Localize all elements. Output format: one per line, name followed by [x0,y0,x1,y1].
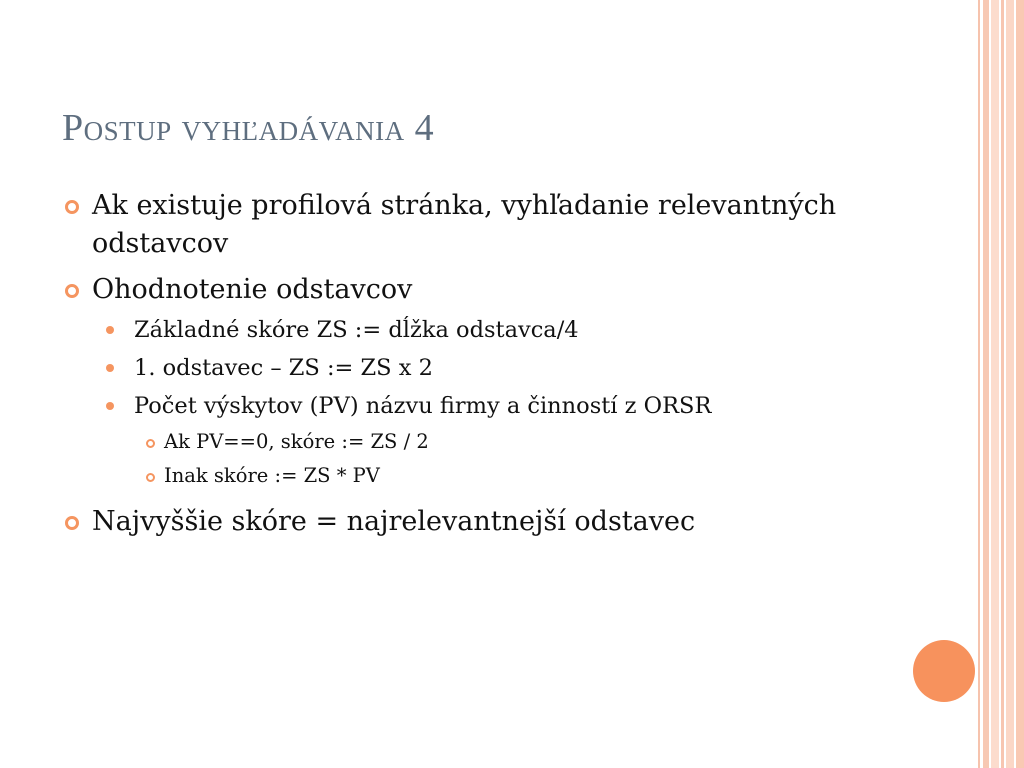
sub-sub-bullet-item [60,427,970,457]
decorative-stripe [983,0,989,768]
decorative-stripe [1016,0,1024,768]
decorative-stripe [991,0,999,768]
sub-bullet-item [60,313,970,347]
bullet-text: Ak PV==0, skóre := ZS / 2 [164,430,429,453]
slide-title: Postup vyhľadávania 4 [62,107,435,149]
decorative-stripe [1006,0,1014,768]
decorative-stripe [1001,0,1004,768]
ring-bullet-icon [65,284,79,298]
sub-bullet-item [60,351,970,385]
decorative-stripe [978,0,980,768]
small-ring-bullet-icon [146,473,155,482]
ring-bullet-icon [65,200,79,214]
bullet-item [60,271,970,309]
small-ring-bullet-icon [146,439,155,448]
bullet-text: Ak existuje profilová stránka, vyhľadanie relevantných odstavcov [92,190,837,259]
decorative-circle [913,640,975,702]
sub-bullet-item [60,389,970,423]
bullet-item [60,187,970,263]
sub-sub-bullet-item [60,461,970,491]
bullet-text: Inak skóre := ZS * PV [164,464,380,487]
bullet-text: Počet výskytov (PV) názvu firmy a činností z ORSR [134,393,712,419]
bullet-list [60,187,970,541]
bullet-text: Ohodnotenie odstavcov [92,274,413,305]
bullet-text: Základné skóre ZS := dĺžka odstavca/4 [134,317,579,343]
bullet-text: Najvyššie skóre = najrelevantnejší odstavec [92,506,696,537]
dot-bullet-icon [106,326,114,334]
ring-bullet-icon [65,516,79,530]
dot-bullet-icon [106,364,114,372]
bullet-text: 1. odstavec – ZS := ZS x 2 [134,355,433,381]
dot-bullet-icon [106,402,114,410]
bullet-item [60,503,970,541]
